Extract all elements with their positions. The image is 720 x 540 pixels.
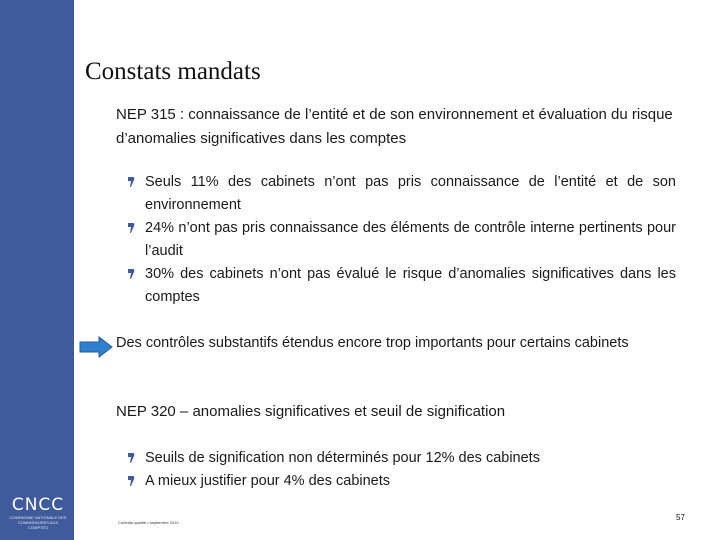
nep320-findings-list	[124, 447, 676, 493]
arrow-right-icon	[79, 336, 113, 358]
comma-mark-icon	[50, 32, 66, 62]
bullet-mark-icon	[127, 452, 135, 464]
cncc-logo	[9, 496, 67, 530]
logo-text: CNCC	[11, 495, 65, 515]
bullet-mark-icon	[127, 475, 135, 487]
list-item-text: Seuils de signification non déterminés pour 12% des cabinets	[145, 450, 540, 466]
list-item-text: 30% des cabinets n’ont pas évalué le risque d’anomalies significatives dans les comptes	[145, 266, 676, 305]
bullet-mark-icon	[127, 176, 135, 188]
logo-subtext: COMPAGNIE NATIONALE DES COMMISSAIRES AUX COMPTES	[9, 515, 67, 530]
list-item-text: Seuls 11% des cabinets n’ont pas pris connaissance de l’entité et de son environnement	[145, 174, 676, 213]
bullet-mark-icon	[127, 222, 135, 234]
list-item	[124, 263, 676, 309]
list-item	[124, 217, 676, 263]
section-heading-nep315: NEP 315 : connaissance de l’entité et de son environnement et évaluation du risque d’anomalies significatives dans les comptes	[116, 106, 673, 147]
list-item	[124, 171, 676, 217]
slide-title: Constats mandats	[85, 58, 261, 85]
brand-sidebar	[0, 0, 74, 540]
list-item-text: 24% n’ont pas pris connaissance des éléments de contrôle interne pertinents pour l’audit	[145, 220, 676, 259]
page-number: 57	[676, 513, 685, 522]
section-heading-nep320: NEP 320 – anomalies significatives et seuil de signification	[116, 403, 506, 420]
list-item-text: A mieux justifier pour 4% des cabinets	[145, 473, 391, 489]
nep315-findings-list	[124, 171, 676, 309]
bullet-mark-icon	[127, 268, 135, 280]
list-item	[124, 470, 676, 493]
highlight-text: Des contrôles substantifs étendus encore trop importants pour certains cabinets	[116, 335, 629, 351]
footer-note: Contrôle qualité • septembre 2010	[118, 520, 179, 525]
list-item	[124, 447, 676, 470]
